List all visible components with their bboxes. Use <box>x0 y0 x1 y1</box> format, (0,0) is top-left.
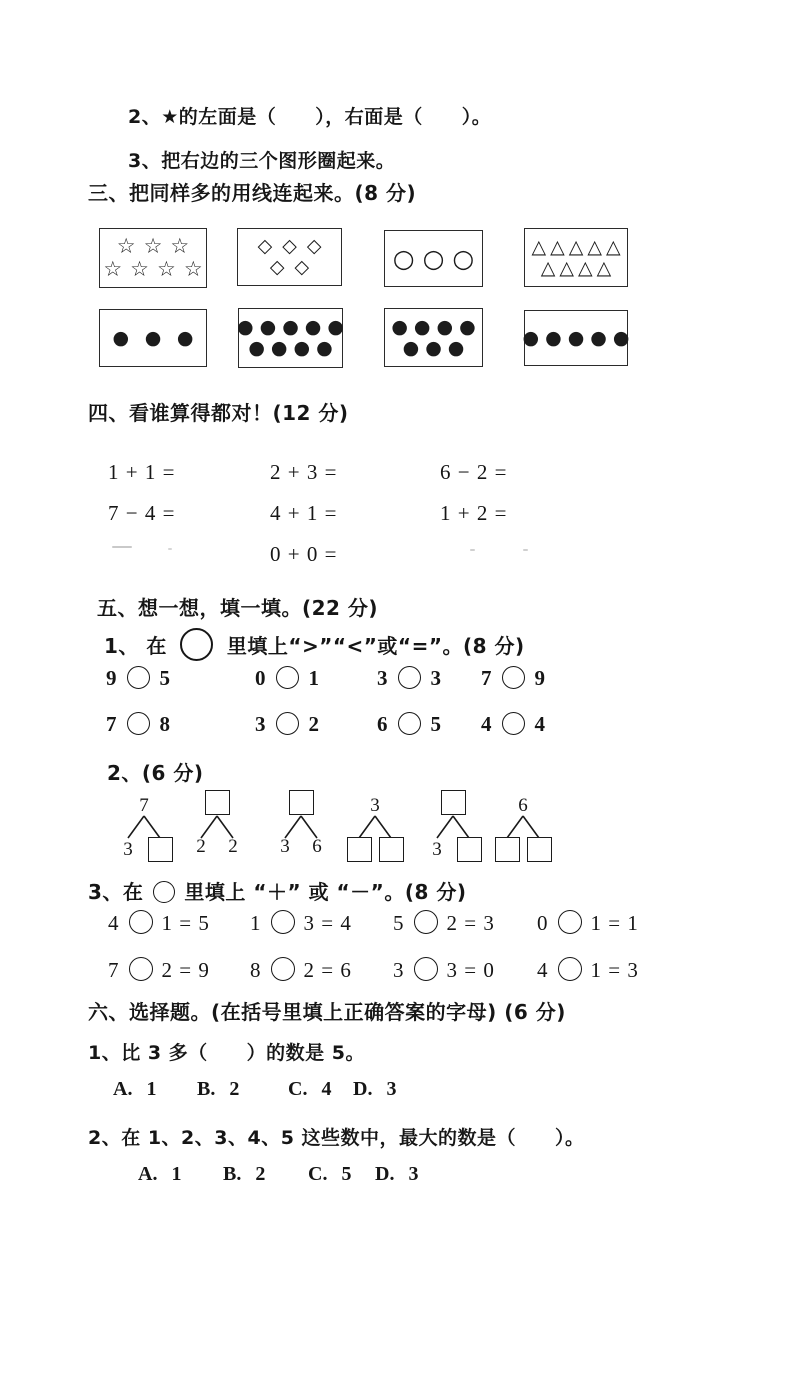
choice-options-1 <box>113 1078 533 1101</box>
bond-bottom <box>493 837 553 862</box>
diamond-icon: ◇ <box>282 235 297 257</box>
circle-icon: ○ <box>452 244 475 273</box>
answer-circle-icon <box>502 712 525 735</box>
pm-left-number: 4 <box>537 958 549 982</box>
equation: 1 + 2 = <box>440 501 508 525</box>
shape-row <box>100 259 206 280</box>
answer-circle-icon <box>558 910 582 934</box>
answer-circle-icon <box>414 957 438 981</box>
star-icon: ☆ <box>170 234 190 258</box>
pm-left-number: 7 <box>108 958 120 982</box>
answer-box <box>148 837 173 862</box>
section-three-heading: 三、把同样多的用线连起来。(8 分) <box>88 181 417 205</box>
compare-left-number: 6 <box>377 712 388 736</box>
dot-icon: ● <box>112 326 130 349</box>
answer-circle-icon <box>502 666 525 689</box>
number-bond <box>114 790 174 866</box>
star-icon: ☆ <box>183 257 203 281</box>
dot-icon: ● <box>459 315 476 338</box>
fill-sub1-heading <box>104 628 525 661</box>
option-label: C. <box>288 1078 308 1100</box>
diamond-box <box>237 228 342 286</box>
dot-icon: ● <box>436 315 454 338</box>
compare-item <box>481 712 676 744</box>
bond-bottom <box>423 837 483 862</box>
answer-box <box>379 837 404 862</box>
question-circle-three-shapes: 3、把右边的三个图形圈起来。 <box>128 150 396 172</box>
triangle-icon: △ <box>550 235 565 258</box>
option-value: 5 <box>341 1163 352 1185</box>
bond-legs-icon <box>493 815 553 839</box>
scan-artifact <box>168 548 172 550</box>
circle-box <box>384 230 483 287</box>
choice-question-1: 1、比 3 多（ ）的数是 5。 <box>88 1042 366 1064</box>
shape-row <box>525 256 627 279</box>
dot-box-3 <box>99 309 207 367</box>
bond-slot <box>346 837 372 862</box>
option-label: C. <box>308 1163 328 1185</box>
option-value: 1 <box>146 1078 157 1100</box>
bond-top <box>423 790 483 815</box>
pm-left-number: 3 <box>393 958 405 982</box>
fill-sub1-suffix: 里填上“>”“<”或“=”。(8 分) <box>226 634 525 658</box>
bond-number: 2 <box>228 836 238 857</box>
dot-icon: ● <box>259 316 277 338</box>
dot-icon: ● <box>391 315 408 338</box>
question-star-left-right: 2、★的左面是（ ），右面是（ ）。 <box>128 106 492 128</box>
dot-icon: ● <box>327 316 344 338</box>
answer-box <box>347 837 372 862</box>
dot-icon: ● <box>270 337 288 359</box>
shape-row <box>238 237 341 256</box>
compare-item <box>377 666 481 698</box>
compare-grid <box>106 666 676 744</box>
pm-right-equation: 3 = 0 <box>446 958 495 982</box>
dot-icon: ● <box>248 337 265 359</box>
dot-box-9 <box>238 308 343 368</box>
triangle-icon: △ <box>531 235 547 258</box>
option-value: 4 <box>321 1078 332 1100</box>
compare-item <box>255 666 377 698</box>
bond-number: 3 <box>370 795 380 816</box>
dot-icon: ● <box>293 337 311 359</box>
answer-circle-icon <box>129 910 153 934</box>
bond-slot <box>378 837 404 862</box>
shape-row <box>100 326 206 349</box>
bond-legs-icon <box>345 815 405 839</box>
plus-minus-item <box>108 910 250 942</box>
dot-icon: ● <box>176 326 194 349</box>
shape-row <box>385 336 482 359</box>
bond-slot <box>510 796 536 815</box>
diamond-icon: ◇ <box>257 235 273 257</box>
star-icon: ☆ <box>130 257 149 281</box>
answer-box <box>495 837 520 862</box>
dot-icon: ● <box>237 316 254 338</box>
pm-right-equation: 2 = 3 <box>446 911 495 935</box>
bond-slot <box>304 837 330 856</box>
bond-slot <box>288 790 314 815</box>
bond-top <box>187 790 247 815</box>
empty-cell <box>440 542 668 564</box>
bond-number: 3 <box>280 836 290 857</box>
bond-slot <box>494 837 520 862</box>
fill-sub3-heading <box>88 876 467 905</box>
choice-option <box>197 1078 288 1101</box>
triangle-icon: △ <box>587 235 602 258</box>
fill-sub2-label: 2、(6 分) <box>107 761 204 785</box>
option-label: D. <box>353 1078 373 1100</box>
answer-box <box>205 790 230 815</box>
bond-slot <box>440 790 466 815</box>
dot-icon: ● <box>425 336 442 359</box>
bond-slot <box>131 796 157 815</box>
bond-slot <box>188 837 214 856</box>
bond-bottom <box>187 837 247 856</box>
answer-circle-icon <box>398 712 421 735</box>
answer-circle-icon <box>153 881 175 903</box>
plus-minus-item <box>393 910 537 942</box>
section-six-heading: 六、选择题。(在括号里填上正确答案的字母) (6 分) <box>88 1000 566 1024</box>
pm-right-equation: 3 = 4 <box>303 911 352 935</box>
compare-right-number: 8 <box>159 712 170 736</box>
bond-slot <box>424 837 450 862</box>
shape-row <box>100 236 206 257</box>
answer-circle-icon <box>127 712 150 735</box>
pm-right-equation: 2 = 9 <box>161 958 210 982</box>
bond-slot <box>362 796 388 815</box>
dot-icon: ● <box>567 326 585 349</box>
dot-box-7 <box>384 308 483 367</box>
diamond-icon: ◇ <box>269 256 285 278</box>
dot-icon: ● <box>413 315 431 338</box>
answer-circle-icon <box>271 910 295 934</box>
compare-right-number: 2 <box>308 712 319 736</box>
option-value: 1 <box>171 1163 182 1185</box>
compare-right-number: 4 <box>534 712 545 736</box>
bond-legs-icon <box>114 815 174 839</box>
choice-option <box>138 1163 223 1186</box>
compare-right-number: 9 <box>534 666 545 690</box>
bond-number: 7 <box>139 795 149 816</box>
bond-bottom <box>345 837 405 862</box>
triangle-icon: △ <box>540 256 556 279</box>
star-icon: ☆ <box>103 257 123 281</box>
dot-icon: ● <box>316 337 333 359</box>
pm-left-number: 8 <box>250 958 262 982</box>
bond-number: 3 <box>432 839 442 860</box>
option-value: 2 <box>255 1163 266 1185</box>
equation: 4 + 1 = <box>270 501 338 525</box>
number-bond <box>493 790 553 866</box>
star-icon: ☆ <box>143 234 163 258</box>
compare-left-number: 9 <box>106 666 117 690</box>
compare-right-number: 3 <box>430 666 441 690</box>
diamond-icon: ◇ <box>294 256 310 278</box>
bond-legs-icon <box>423 815 483 839</box>
dot-icon: ● <box>522 326 540 349</box>
bond-number: 2 <box>196 836 206 857</box>
choice-option <box>223 1163 308 1186</box>
pm-right-equation: 1 = 1 <box>590 911 639 935</box>
number-bond <box>345 790 405 866</box>
pm-right-equation: 1 = 3 <box>590 958 639 982</box>
bond-slot <box>526 837 552 862</box>
shape-row <box>238 258 341 277</box>
option-label: A. <box>113 1078 133 1100</box>
calc-grid <box>108 460 668 564</box>
bond-slot <box>456 837 482 862</box>
bond-top <box>493 790 553 815</box>
triangle-icon: △ <box>568 235 584 258</box>
answer-circle-icon <box>276 712 299 735</box>
shape-row <box>385 246 482 271</box>
shape-row <box>239 318 342 337</box>
compare-item <box>255 712 377 744</box>
option-value: 3 <box>386 1078 397 1100</box>
bond-top <box>271 790 331 815</box>
equation: 2 + 3 = <box>270 460 338 484</box>
bond-number: 6 <box>312 836 322 857</box>
compare-left-number: 4 <box>481 712 492 736</box>
answer-circle-icon <box>127 666 150 689</box>
dot-icon: ● <box>304 316 322 338</box>
answer-box <box>457 837 482 862</box>
plus-minus-item <box>250 910 393 942</box>
answer-circle-icon <box>414 910 438 934</box>
choice-option <box>288 1078 353 1101</box>
plus-minus-item <box>537 957 688 989</box>
fill-sub1-prefix: 1、 在 <box>104 634 167 658</box>
dot-icon: ● <box>447 336 465 359</box>
plus-minus-item <box>537 910 688 942</box>
equation: 0 + 0 = <box>270 542 338 566</box>
bond-slot <box>115 837 141 862</box>
pm-right-equation: 1 = 5 <box>161 911 210 935</box>
choice-option <box>308 1163 375 1186</box>
compare-item <box>481 666 676 698</box>
number-bond <box>187 790 247 866</box>
scan-artifact <box>470 549 475 551</box>
compare-item <box>106 666 255 698</box>
equation: 6 − 2 = <box>440 460 508 484</box>
pm-left-number: 5 <box>393 911 405 935</box>
section-four-heading: 四、看谁算得都对！(12 分) <box>88 401 349 425</box>
answer-circle-icon <box>129 957 153 981</box>
diamond-icon: ◇ <box>306 235 322 257</box>
answer-box <box>527 837 552 862</box>
equation: 7 − 4 = <box>108 501 176 525</box>
option-value: 2 <box>229 1078 240 1100</box>
star-box <box>99 228 207 288</box>
answer-circle-icon <box>271 957 295 981</box>
triangle-box <box>524 228 628 287</box>
number-bond <box>271 790 331 866</box>
dot-icon: ● <box>612 326 630 349</box>
choice-option <box>353 1078 533 1101</box>
bond-bottom <box>114 837 174 862</box>
choice-options-2 <box>138 1163 558 1186</box>
circle-icon: ○ <box>422 244 445 273</box>
equation: 1 + 1 = <box>108 460 176 484</box>
answer-circle-icon <box>398 666 421 689</box>
fill-sub3-suffix: 里填上 “＋” 或 “－”。(8 分) <box>184 880 467 904</box>
option-label: B. <box>223 1163 242 1185</box>
shape-row <box>525 235 627 258</box>
compare-right-number: 5 <box>159 666 170 690</box>
triangle-icon: △ <box>559 256 574 279</box>
dot-icon: ● <box>144 326 162 349</box>
option-value: 3 <box>408 1163 419 1185</box>
choice-option <box>375 1163 558 1186</box>
dot-icon: ● <box>545 326 562 349</box>
bond-number: 6 <box>518 795 528 816</box>
pm-right-equation: 2 = 6 <box>303 958 352 982</box>
compare-right-number: 1 <box>308 666 319 690</box>
plus-minus-item <box>250 957 393 989</box>
compare-right-number: 5 <box>430 712 441 736</box>
star-icon: ☆ <box>157 257 176 281</box>
bond-slot <box>272 837 298 856</box>
bond-number: 3 <box>123 839 133 860</box>
option-label: D. <box>375 1163 395 1185</box>
answer-box <box>441 790 466 815</box>
plus-minus-grid <box>108 910 688 989</box>
circle-icon: ○ <box>392 244 415 273</box>
compare-left-number: 3 <box>377 666 388 690</box>
pm-left-number: 1 <box>250 911 262 935</box>
plus-minus-item <box>393 957 537 989</box>
bond-top <box>114 790 174 815</box>
shape-row <box>522 326 630 349</box>
compare-left-number: 7 <box>481 666 492 690</box>
fill-sub3-prefix: 3、在 <box>88 880 144 904</box>
option-label: A. <box>138 1163 158 1185</box>
bond-top <box>345 790 405 815</box>
compare-item <box>106 712 255 744</box>
choice-option <box>113 1078 197 1101</box>
scan-artifact <box>523 549 528 551</box>
shape-row <box>385 315 482 338</box>
shape-row <box>239 339 342 358</box>
answer-circle-icon <box>180 628 213 661</box>
section-five-heading: 五、想一想，填一填。(22 分) <box>97 596 379 620</box>
bond-slot <box>147 837 173 862</box>
pm-left-number: 4 <box>108 911 120 935</box>
empty-cell <box>108 542 270 564</box>
bond-slot <box>204 790 230 815</box>
triangle-icon: △ <box>596 256 612 279</box>
compare-left-number: 3 <box>255 712 266 736</box>
plus-minus-item <box>108 957 250 989</box>
bond-slot <box>220 837 246 856</box>
compare-left-number: 7 <box>106 712 117 736</box>
dot-icon: ● <box>590 326 607 349</box>
answer-circle-icon <box>276 666 299 689</box>
triangle-icon: △ <box>578 256 593 279</box>
pm-left-number: 0 <box>537 911 549 935</box>
answer-circle-icon <box>558 957 582 981</box>
dot-box-5 <box>524 310 628 366</box>
option-label: B. <box>197 1078 216 1100</box>
star-icon: ☆ <box>116 234 136 258</box>
triangle-icon: △ <box>605 235 621 258</box>
scan-artifact <box>112 546 132 548</box>
number-bond <box>423 790 483 866</box>
dot-icon: ● <box>282 316 299 338</box>
compare-item <box>377 712 481 744</box>
dot-icon: ● <box>402 336 420 359</box>
answer-box <box>289 790 314 815</box>
bond-bottom <box>271 837 331 856</box>
compare-left-number: 0 <box>255 666 266 690</box>
choice-question-2: 2、在 1、2、3、4、5 这些数中，最大的数是（ ）。 <box>88 1127 585 1149</box>
